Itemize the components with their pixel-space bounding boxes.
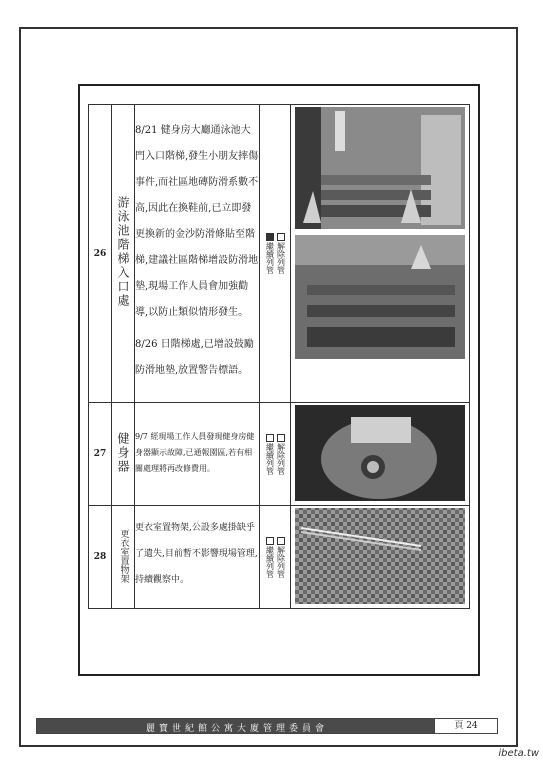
status-option-release[interactable]: 解除列管 xyxy=(276,434,286,475)
description-paragraph: 更衣室置物架,公設多處掛缺乎了遺失,目前暫不影響現場管理,持續觀察中。 xyxy=(135,523,258,585)
checkbox-icon xyxy=(277,537,285,545)
description xyxy=(135,105,260,403)
status-option-continue[interactable]: 繼續列管 xyxy=(265,233,275,274)
table-row xyxy=(89,105,470,403)
photo-cell xyxy=(291,105,470,403)
table-row xyxy=(89,506,470,609)
description-paragraph: 8/21 健身房大廳通泳池大門入口階梯,發生小朋友摔傷事件,而社區地磚防滑系數不高,因此在換鞋前,已立即發更換新的金沙防滑條貼至階梯,建議社區階梯增設防滑地墊,現場工作人員會加強勸導,以防止類似情形發生。 xyxy=(135,124,259,318)
maintenance-table xyxy=(88,104,470,609)
pool-stairs-photo xyxy=(291,105,469,402)
checkbox-icon xyxy=(266,434,274,442)
description-paragraph: 9/7 經現場工作人員發現健身房健身器顯示故障,已通報園區,若有相關處理將再改修費用。 xyxy=(135,431,255,473)
fitness-equipment-photo xyxy=(291,403,469,505)
photo-cell xyxy=(291,506,470,609)
locker-shelf-photo xyxy=(291,506,469,608)
row-number: 27 xyxy=(89,403,112,506)
description xyxy=(135,506,260,609)
row-number: 26 xyxy=(89,105,112,403)
description xyxy=(135,403,260,506)
checkbox-icon xyxy=(277,233,285,241)
status-option-release[interactable]: 解除列管 xyxy=(276,537,286,578)
item-name: 游泳池階梯入口處 xyxy=(116,196,130,308)
item-name: 更衣室置物架 xyxy=(118,528,129,583)
status-cell xyxy=(260,105,291,403)
photo-cell xyxy=(291,403,470,506)
footer-title: 麗寶世紀館公寓大廈管理委員會 xyxy=(145,724,328,734)
status-cell xyxy=(260,403,291,506)
page-footer xyxy=(36,718,498,734)
watermark: ibeta.tw xyxy=(498,748,539,759)
description-paragraph: 8/26 日階梯處,已增設鼓勵防滑地墊,放置警告標語。 xyxy=(135,338,254,376)
checkbox-icon xyxy=(266,537,274,545)
table-row xyxy=(89,403,470,506)
checkbox-icon xyxy=(277,434,285,442)
checkbox-checked-icon xyxy=(266,233,274,241)
status-option-continue[interactable]: 繼續列管 xyxy=(265,537,275,578)
page-number: 頁 24 xyxy=(434,719,497,733)
item-name: 健身器 xyxy=(116,431,130,474)
row-number: 28 xyxy=(89,506,112,609)
status-cell xyxy=(260,506,291,609)
status-option-continue[interactable]: 繼續列管 xyxy=(265,434,275,475)
status-option-release[interactable]: 解除列管 xyxy=(276,233,286,274)
